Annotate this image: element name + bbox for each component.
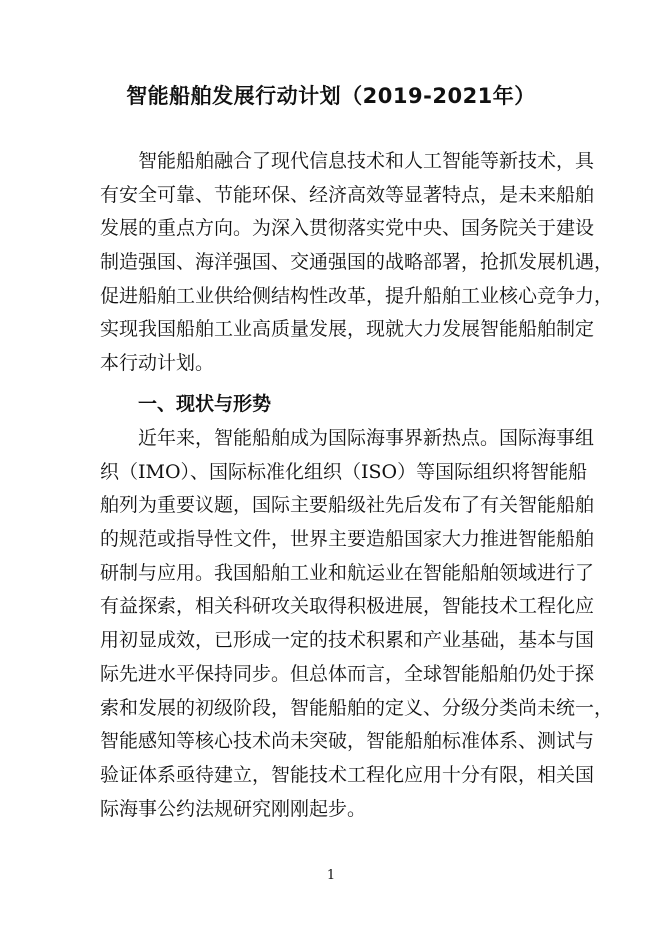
section1-paragraph	[100, 422, 614, 826]
section1-line: 舶列为重要议题，国际主要船级社先后发布了有关智能船舶	[100, 494, 595, 517]
intro-line: 有安全可靠、节能环保、经济高效等显著特点，是未来船舶	[100, 183, 595, 206]
intro-line: 制造强国、海洋强国、交通强国的战略部署，抢抓发展机遇，	[100, 251, 614, 274]
section1-line: 索和发展的初级阶段，智能船舶的定义、分级分类尚未统一，	[100, 696, 614, 719]
section1-line: 有益探索，相关科研攻关取得积极进展，智能技术工程化应	[100, 595, 595, 618]
section1-line: 研制与应用。我国船舶工业和航运业在智能船舶领域进行了	[100, 561, 595, 584]
intro-line: 本行动计划。	[100, 352, 215, 375]
section1-line: 近年来，智能船舶成为国际海事界新热点。国际海事组	[138, 427, 595, 449]
section-heading: 一、现状与形势	[138, 393, 272, 415]
document-title: 智能船舶发展行动计划（2019-2021年）	[126, 84, 536, 108]
intro-paragraph	[100, 145, 614, 381]
intro-line: 发展的重点方向。为深入贯彻落实党中央、国务院关于建设	[100, 217, 595, 240]
section1-line: 智能感知等核心技术尚未突破，智能船舶标准体系、测试与	[100, 730, 595, 753]
intro-line: 促进船舶工业供给侧结构性改革，提升船舶工业核心竞争力，	[100, 284, 614, 307]
page-number: 1	[326, 868, 336, 883]
section1-line: 际海事公约法规研究刚刚起步。	[100, 797, 367, 820]
section1-line: 的规范或指导性文件，世界主要造船国家大力推进智能船舶	[100, 528, 595, 551]
intro-line: 实现我国船舶工业高质量发展，现就大力发展智能船舶制定	[100, 318, 595, 341]
intro-line: 智能船舶融合了现代信息技术和人工智能等新技术，具	[138, 150, 595, 172]
section1-line: 际先进水平保持同步。但总体而言，全球智能船舶仍处于探	[100, 662, 595, 685]
section1-line: 验证体系亟待建立，智能技术工程化应用十分有限，相关国	[100, 763, 595, 786]
section1-line: 用初显成效，已形成一定的技术积累和产业基础，基本与国	[100, 629, 595, 652]
section1-line: 织（IMO）、国际标准化组织（ISO）等国际组织将智能船	[100, 460, 588, 483]
